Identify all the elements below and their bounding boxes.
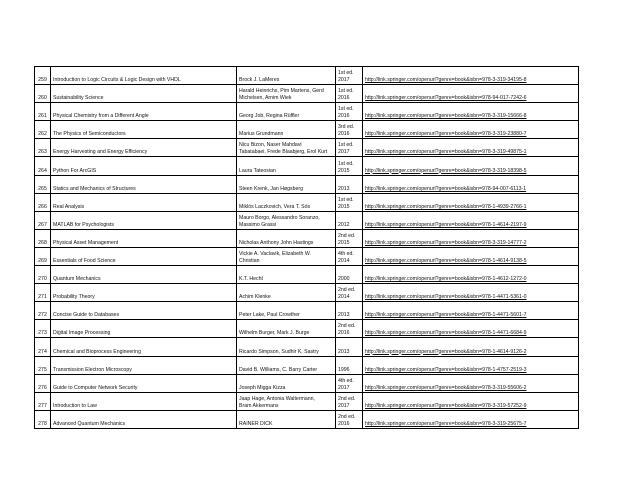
- authors-cell: [237, 67, 336, 85]
- row-number-cell: 273: [35, 320, 51, 338]
- edition-cell: [336, 229, 363, 247]
- table-body: [35, 67, 579, 429]
- link-cell[interactable]: http://link.springer.com/openurl?genre=book&isbn=978-1-4939-2766-1: [363, 193, 579, 211]
- row-number-cell: 263: [35, 139, 51, 157]
- author-line: Marius Grundmann: [239, 131, 284, 138]
- table-row: [35, 320, 579, 338]
- author-line: Bram Akkermans: [239, 402, 279, 409]
- title-cell: Concise Guide to Databases: [51, 302, 237, 320]
- row-number-cell: 269: [35, 247, 51, 265]
- table-row: [35, 157, 579, 175]
- edition-cell: [336, 157, 363, 175]
- row-number-cell: 264: [35, 157, 51, 175]
- row-number-cell: 276: [35, 374, 51, 392]
- title-cell: Quantum Mechanics: [51, 266, 237, 284]
- author-line: Wilhelm Burger, Mark J. Burge: [239, 330, 310, 337]
- title-cell: Physical Chemistry from a Different Angle: [51, 103, 237, 121]
- author-line: RAINER DICK: [239, 420, 273, 427]
- edition-cell: [336, 67, 363, 85]
- title-cell: Probability Theory: [51, 284, 237, 302]
- book-list-table: [34, 66, 579, 429]
- edition-line: 2017: [338, 384, 350, 391]
- edition-cell: [336, 193, 363, 211]
- edition-cell: [336, 211, 363, 229]
- author-line: Massimo Grassi: [239, 221, 277, 228]
- edition-cell: [336, 356, 363, 374]
- authors-cell: [237, 229, 336, 247]
- author-line: Joseph Migga Kizza: [239, 384, 286, 391]
- authors-cell: [237, 374, 336, 392]
- row-number-cell: 261: [35, 103, 51, 121]
- edition-line: 3rd ed.: [338, 124, 355, 131]
- edition-line: 2000: [338, 276, 350, 283]
- title-cell: Digital Image Processing: [51, 320, 237, 338]
- title-cell: Introduction to Law: [51, 392, 237, 410]
- edition-line: 2nd ed.: [338, 323, 356, 330]
- author-line: Vickie A. Vaclavik, Elizabeth W.: [239, 251, 311, 258]
- table-row: [35, 392, 579, 410]
- title-cell: Introduction to Logic Circuits & Logic Design with VHDL: [51, 67, 237, 85]
- author-line: Jaap Hage, Antonia Waltermann,: [239, 395, 315, 402]
- edition-cell: [336, 85, 363, 103]
- title-cell: Transmission Electron Microscopy: [51, 356, 237, 374]
- author-line: Nicholas Anthony John Hastings: [239, 239, 314, 246]
- edition-line: 2013: [338, 185, 350, 192]
- row-number-cell: 265: [35, 175, 51, 193]
- link-cell[interactable]: http://link.springer.com/openurl?genre=book&isbn=978-3-319-34195-8: [363, 67, 579, 85]
- author-line: Mauro Borgo, Alessandro Soranzo,: [239, 214, 320, 221]
- row-number-cell: 262: [35, 121, 51, 139]
- edition-line: 2015: [338, 167, 350, 174]
- table-row: [35, 193, 579, 211]
- edition-line: 2016: [338, 420, 350, 427]
- table-row: [35, 139, 579, 157]
- link-cell[interactable]: http://link.springer.com/openurl?genre=book&isbn=978-1-4471-5361-0: [363, 284, 579, 302]
- edition-cell: [336, 392, 363, 410]
- authors-cell: [237, 247, 336, 265]
- edition-line: 1st ed.: [338, 70, 354, 77]
- title-cell: Essentials of Food Science: [51, 247, 237, 265]
- link-cell[interactable]: http://link.springer.com/openurl?genre=book&isbn=978-1-4614-2197-9: [363, 211, 579, 229]
- link-cell[interactable]: http://link.springer.com/openurl?genre=book&isbn=978-1-4471-5601-7: [363, 302, 579, 320]
- row-number-cell: 260: [35, 85, 51, 103]
- author-line: Georg Job, Regina Rüffler: [239, 113, 300, 120]
- edition-line: 2013: [338, 312, 350, 319]
- table-row: [35, 356, 579, 374]
- title-cell: Physical Asset Management: [51, 229, 237, 247]
- edition-line: 1st ed.: [338, 88, 354, 95]
- link-cell[interactable]: http://link.springer.com/openurl?genre=book&isbn=978-1-4757-2519-3: [363, 356, 579, 374]
- authors-cell: [237, 139, 336, 157]
- author-line: K.T. Hecht: [239, 276, 263, 283]
- authors-cell: [237, 157, 336, 175]
- row-number-cell: 272: [35, 302, 51, 320]
- row-number-cell: 274: [35, 338, 51, 356]
- link-cell[interactable]: http://link.springer.com/openurl?genre=book&isbn=978-3-319-49875-1: [363, 139, 579, 157]
- author-line: Brock J. LaMeres: [239, 77, 280, 84]
- link-cell[interactable]: http://link.springer.com/openurl?genre=book&isbn=978-3-319-14777-2: [363, 229, 579, 247]
- edition-cell: [336, 266, 363, 284]
- authors-cell: [237, 121, 336, 139]
- edition-line: 2013: [338, 348, 350, 355]
- authors-cell: [237, 410, 336, 428]
- authors-cell: [237, 193, 336, 211]
- table-row: [35, 374, 579, 392]
- edition-line: 2016: [338, 113, 350, 120]
- authors-cell: [237, 338, 336, 356]
- edition-cell: [336, 338, 363, 356]
- author-line: Laura Tateosian: [239, 167, 276, 174]
- author-line: Ricardo Simpson, Sudhir K. Sastry: [239, 348, 319, 355]
- row-number-cell: 275: [35, 356, 51, 374]
- table-row: [35, 175, 579, 193]
- edition-line: 2017: [338, 149, 350, 156]
- table-row: [35, 229, 579, 247]
- edition-line: 1st ed.: [338, 106, 354, 113]
- row-number-cell: 268: [35, 229, 51, 247]
- edition-line: 2nd ed.: [338, 395, 356, 402]
- authors-cell: [237, 392, 336, 410]
- edition-cell: [336, 410, 363, 428]
- table-row: [35, 338, 579, 356]
- title-cell: Sustainability Science: [51, 85, 237, 103]
- table-row: [35, 85, 579, 103]
- edition-cell: [336, 247, 363, 265]
- link-cell[interactable]: http://link.springer.com/openurl?genre=book&isbn=978-1-4614-9138-5: [363, 247, 579, 265]
- title-cell: MATLAB for Psychologists: [51, 211, 237, 229]
- edition-line: 2nd ed.: [338, 232, 356, 239]
- table-row: [35, 284, 579, 302]
- row-number-cell: 277: [35, 392, 51, 410]
- table-row: [35, 103, 579, 121]
- edition-line: 1996: [338, 366, 350, 373]
- authors-cell: [237, 302, 336, 320]
- edition-line: 1st ed.: [338, 196, 354, 203]
- author-line: Harald Heinrichs, Pim Martens, Gerd: [239, 88, 324, 95]
- table-row: [35, 410, 579, 428]
- link-cell[interactable]: http://link.springer.com/openurl?genre=book&isbn=978-3-319-18398-5: [363, 157, 579, 175]
- row-number-cell: 266: [35, 193, 51, 211]
- link-cell[interactable]: http://link.springer.com/openurl?genre=book&isbn=978-1-4612-1272-0: [363, 266, 579, 284]
- edition-cell: [336, 284, 363, 302]
- row-number-cell: 271: [35, 284, 51, 302]
- edition-line: 2015: [338, 239, 350, 246]
- edition-cell: [336, 139, 363, 157]
- row-number-cell: 259: [35, 67, 51, 85]
- title-cell: Guide to Computer Network Security: [51, 374, 237, 392]
- authors-cell: [237, 320, 336, 338]
- author-line: Steen Krenk, Jan Høgsberg: [239, 185, 304, 192]
- edition-line: 2014: [338, 258, 350, 265]
- edition-line: 2017: [338, 402, 350, 409]
- authors-cell: [237, 284, 336, 302]
- link-cell[interactable]: http://link.springer.com/openurl?genre=book&isbn=978-3-319-57252-9: [363, 392, 579, 410]
- row-number-cell: 267: [35, 211, 51, 229]
- table-row: [35, 211, 579, 229]
- authors-cell: [237, 356, 336, 374]
- link-cell[interactable]: http://link.springer.com/openurl?genre=book&isbn=978-94-007-6113-1: [363, 175, 579, 193]
- edition-line: 1st ed.: [338, 142, 354, 149]
- edition-cell: [336, 302, 363, 320]
- title-cell: Energy Harvesting and Energy Efficiency: [51, 139, 237, 157]
- edition-line: 2016: [338, 330, 350, 337]
- edition-line: 2nd ed.: [338, 413, 356, 420]
- edition-cell: [336, 121, 363, 139]
- title-cell: Real Analysis: [51, 193, 237, 211]
- author-line: Michelsen, Arnim Wiek: [239, 95, 292, 102]
- link-cell[interactable]: http://link.springer.com/openurl?genre=book&isbn=978-3-319-55606-2: [363, 374, 579, 392]
- authors-cell: [237, 103, 336, 121]
- table-row: [35, 67, 579, 85]
- edition-line: 2nd ed.: [338, 287, 356, 294]
- table-row: [35, 121, 579, 139]
- author-line: Miklós Laczkovich, Vera T. Sós: [239, 203, 311, 210]
- authors-cell: [237, 266, 336, 284]
- table-row: [35, 266, 579, 284]
- title-cell: Python For ArcGIS: [51, 157, 237, 175]
- edition-line: 2016: [338, 95, 350, 102]
- title-cell: Advanced Quantum Mechanics: [51, 410, 237, 428]
- edition-line: 4th ed.: [338, 251, 354, 258]
- authors-cell: [237, 175, 336, 193]
- edition-line: 2015: [338, 203, 350, 210]
- author-line: Achim Klenke: [239, 294, 271, 301]
- author-line: Tabatabaei, Frede Blaabjerg, Erol Kurt: [239, 149, 328, 156]
- row-number-cell: 278: [35, 410, 51, 428]
- title-cell: The Physics of Semiconductors: [51, 121, 237, 139]
- edition-line: 2016: [338, 131, 350, 138]
- edition-cell: [336, 175, 363, 193]
- author-line: Peter Lake, Paul Crowther: [239, 312, 300, 319]
- link-cell[interactable]: http://link.springer.com/openurl?genre=book&isbn=978-3-319-15666-8: [363, 103, 579, 121]
- authors-cell: [237, 211, 336, 229]
- authors-cell: [237, 85, 336, 103]
- edition-line: 2012: [338, 221, 350, 228]
- edition-line: 4th ed.: [338, 377, 354, 384]
- link-cell[interactable]: http://link.springer.com/openurl?genre=book&isbn=978-1-4614-9126-2: [363, 338, 579, 356]
- edition-cell: [336, 103, 363, 121]
- title-cell: Chemical and Bioprocess Engineering: [51, 338, 237, 356]
- edition-line: 2017: [338, 77, 350, 84]
- edition-line: 1st ed.: [338, 160, 354, 167]
- edition-line: 2014: [338, 294, 350, 301]
- link-cell[interactable]: http://link.springer.com/openurl?genre=book&isbn=978-94-017-7242-6: [363, 85, 579, 103]
- link-cell[interactable]: http://link.springer.com/openurl?genre=book&isbn=978-3-319-25675-7: [363, 410, 579, 428]
- table-row: [35, 302, 579, 320]
- author-line: David B. Williams, C. Barry Carter: [239, 366, 318, 373]
- link-cell[interactable]: http://link.springer.com/openurl?genre=book&isbn=978-1-4471-6684-9: [363, 320, 579, 338]
- link-cell[interactable]: http://link.springer.com/openurl?genre=book&isbn=978-3-319-23880-7: [363, 121, 579, 139]
- edition-cell: [336, 374, 363, 392]
- title-cell: Statics and Mechanics of Structures: [51, 175, 237, 193]
- author-line: Christian: [239, 258, 260, 265]
- row-number-cell: 270: [35, 266, 51, 284]
- table-row: [35, 247, 579, 265]
- author-line: Nicu Bizon, Naser Mahdavi: [239, 142, 302, 149]
- edition-cell: [336, 320, 363, 338]
